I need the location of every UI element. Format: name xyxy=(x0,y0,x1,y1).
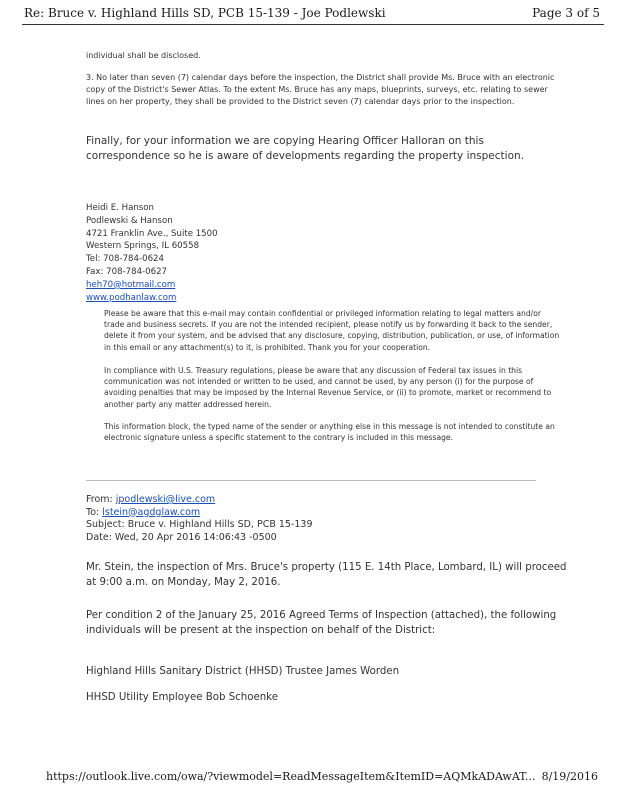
print-footer xyxy=(46,770,598,786)
paragraph-hearing-officer: Finally, for your information we are copying Hearing Officer Halloran on this correspondence so he is aware of developments regarding the property inspection. xyxy=(86,135,524,162)
signature-website-link[interactable]: www.podhanlaw.com xyxy=(86,292,177,303)
signature-firm: Podlewski & Hanson xyxy=(86,215,173,226)
disclaimer-confidentiality xyxy=(86,308,560,353)
signature-email-link[interactable]: heh70@hotmail.com xyxy=(86,279,176,290)
signature-fax: Fax: 708-784-0627 xyxy=(86,266,168,277)
print-header xyxy=(24,6,600,24)
signature-block xyxy=(86,202,218,304)
to-address-link[interactable]: lstein@agdglaw.com xyxy=(102,506,201,518)
message-separator xyxy=(86,480,536,481)
from-label: From: xyxy=(86,494,116,505)
header-rule xyxy=(22,24,604,25)
footer-date: 8/19/2016 xyxy=(541,770,598,783)
disclaimer-treasury xyxy=(86,365,560,410)
signature-name: Heidi E. Hanson xyxy=(86,203,154,213)
from-address-link[interactable]: jpodlewski@live.com xyxy=(115,494,216,505)
signature-address-line1: 4721 Franklin Ave., Suite 1500 xyxy=(86,228,218,239)
signature-tel: Tel: 708-784-0624 xyxy=(86,254,164,265)
disclaimer-signature xyxy=(86,421,560,443)
email-headers xyxy=(86,494,313,544)
message-paragraph-condition: Per condition 2 of the January 25, 2016 Agreed Terms of Inspection (attached), the following individuals will be present at the inspection on behalf of the District: xyxy=(86,610,557,636)
header-subject: Re: Bruce v. Highland Hills SD, PCB 15-139 - Joe Podlewski xyxy=(24,6,386,20)
message-attendee-employee: HHSD Utility Employee Bob Schoenke xyxy=(86,692,278,703)
disclaimer-signature-text: This information block, the typed name of the sender or anything else in this message is not intended to constitute an electronic signature unless a specific statement to the contrary is included in this message. xyxy=(104,422,555,443)
message-paragraph-inspection: Mr. Stein, the inspection of Mrs. Bruce's property (115 E. 14th Place, Lombard, IL) will proceed at 9:00 a.m. on Monday, May 2, 2016. xyxy=(86,562,567,588)
footer-url: https://outlook.live.com/owa/?viewmodel=ReadMessageItem&ItemID=AQMkADAwAT... xyxy=(46,770,536,783)
disclaimer-confidentiality-text: Please be aware that this e-mail may contain confidential or privileged information relating to legal matters and/or trade and business secrets. If you are not the intended recipient, please notify us by forwarding it back to the sender, delete it from your system, and be advised that any disclosure, copying, distribution, publication, or use, of information in this email or any attachment(s) to it, is prohibited. Thank you for your cooperation. xyxy=(104,309,560,352)
message-attendee-trustee: Highland Hills Sanitary District (HHSD) Trustee James Worden xyxy=(86,666,400,677)
email-date: Date: Wed, 20 Apr 2016 14:06:43 -0500 xyxy=(86,531,277,543)
paragraph-disclosure: individual shall be disclosed. xyxy=(86,51,201,60)
disclaimer-treasury-text: In compliance with U.S. Treasury regulations, please be aware that any discussion of Federal tax issues in this communication was not intended or written to be used, and cannot be used, by any person (i) for the purpose of avoiding penalties that may be imposed by the Internal Revenue Service, or (ii) to promote, market or recommend to another party any matter addressed herein. xyxy=(104,366,552,409)
signature-address-line2: Western Springs, IL 60558 xyxy=(86,241,200,252)
email-subject: Subject: Bruce v. Highland Hills SD, PCB 15-139 xyxy=(86,519,313,531)
paragraph-condition-3: 3. No later than seven (7) calendar days before the inspection, the District shall provide Ms. Bruce with an electronic copy of the District's Sewer Atlas. To the extent Ms. Bruce has any maps, blueprints, surveys, etc. relating to sewer lines on her property, they shall be provided to the District seven (7) calendar days prior to the inspection. xyxy=(86,73,555,106)
to-label: To: xyxy=(86,506,103,518)
header-page-number: Page 3 of 5 xyxy=(532,6,600,20)
